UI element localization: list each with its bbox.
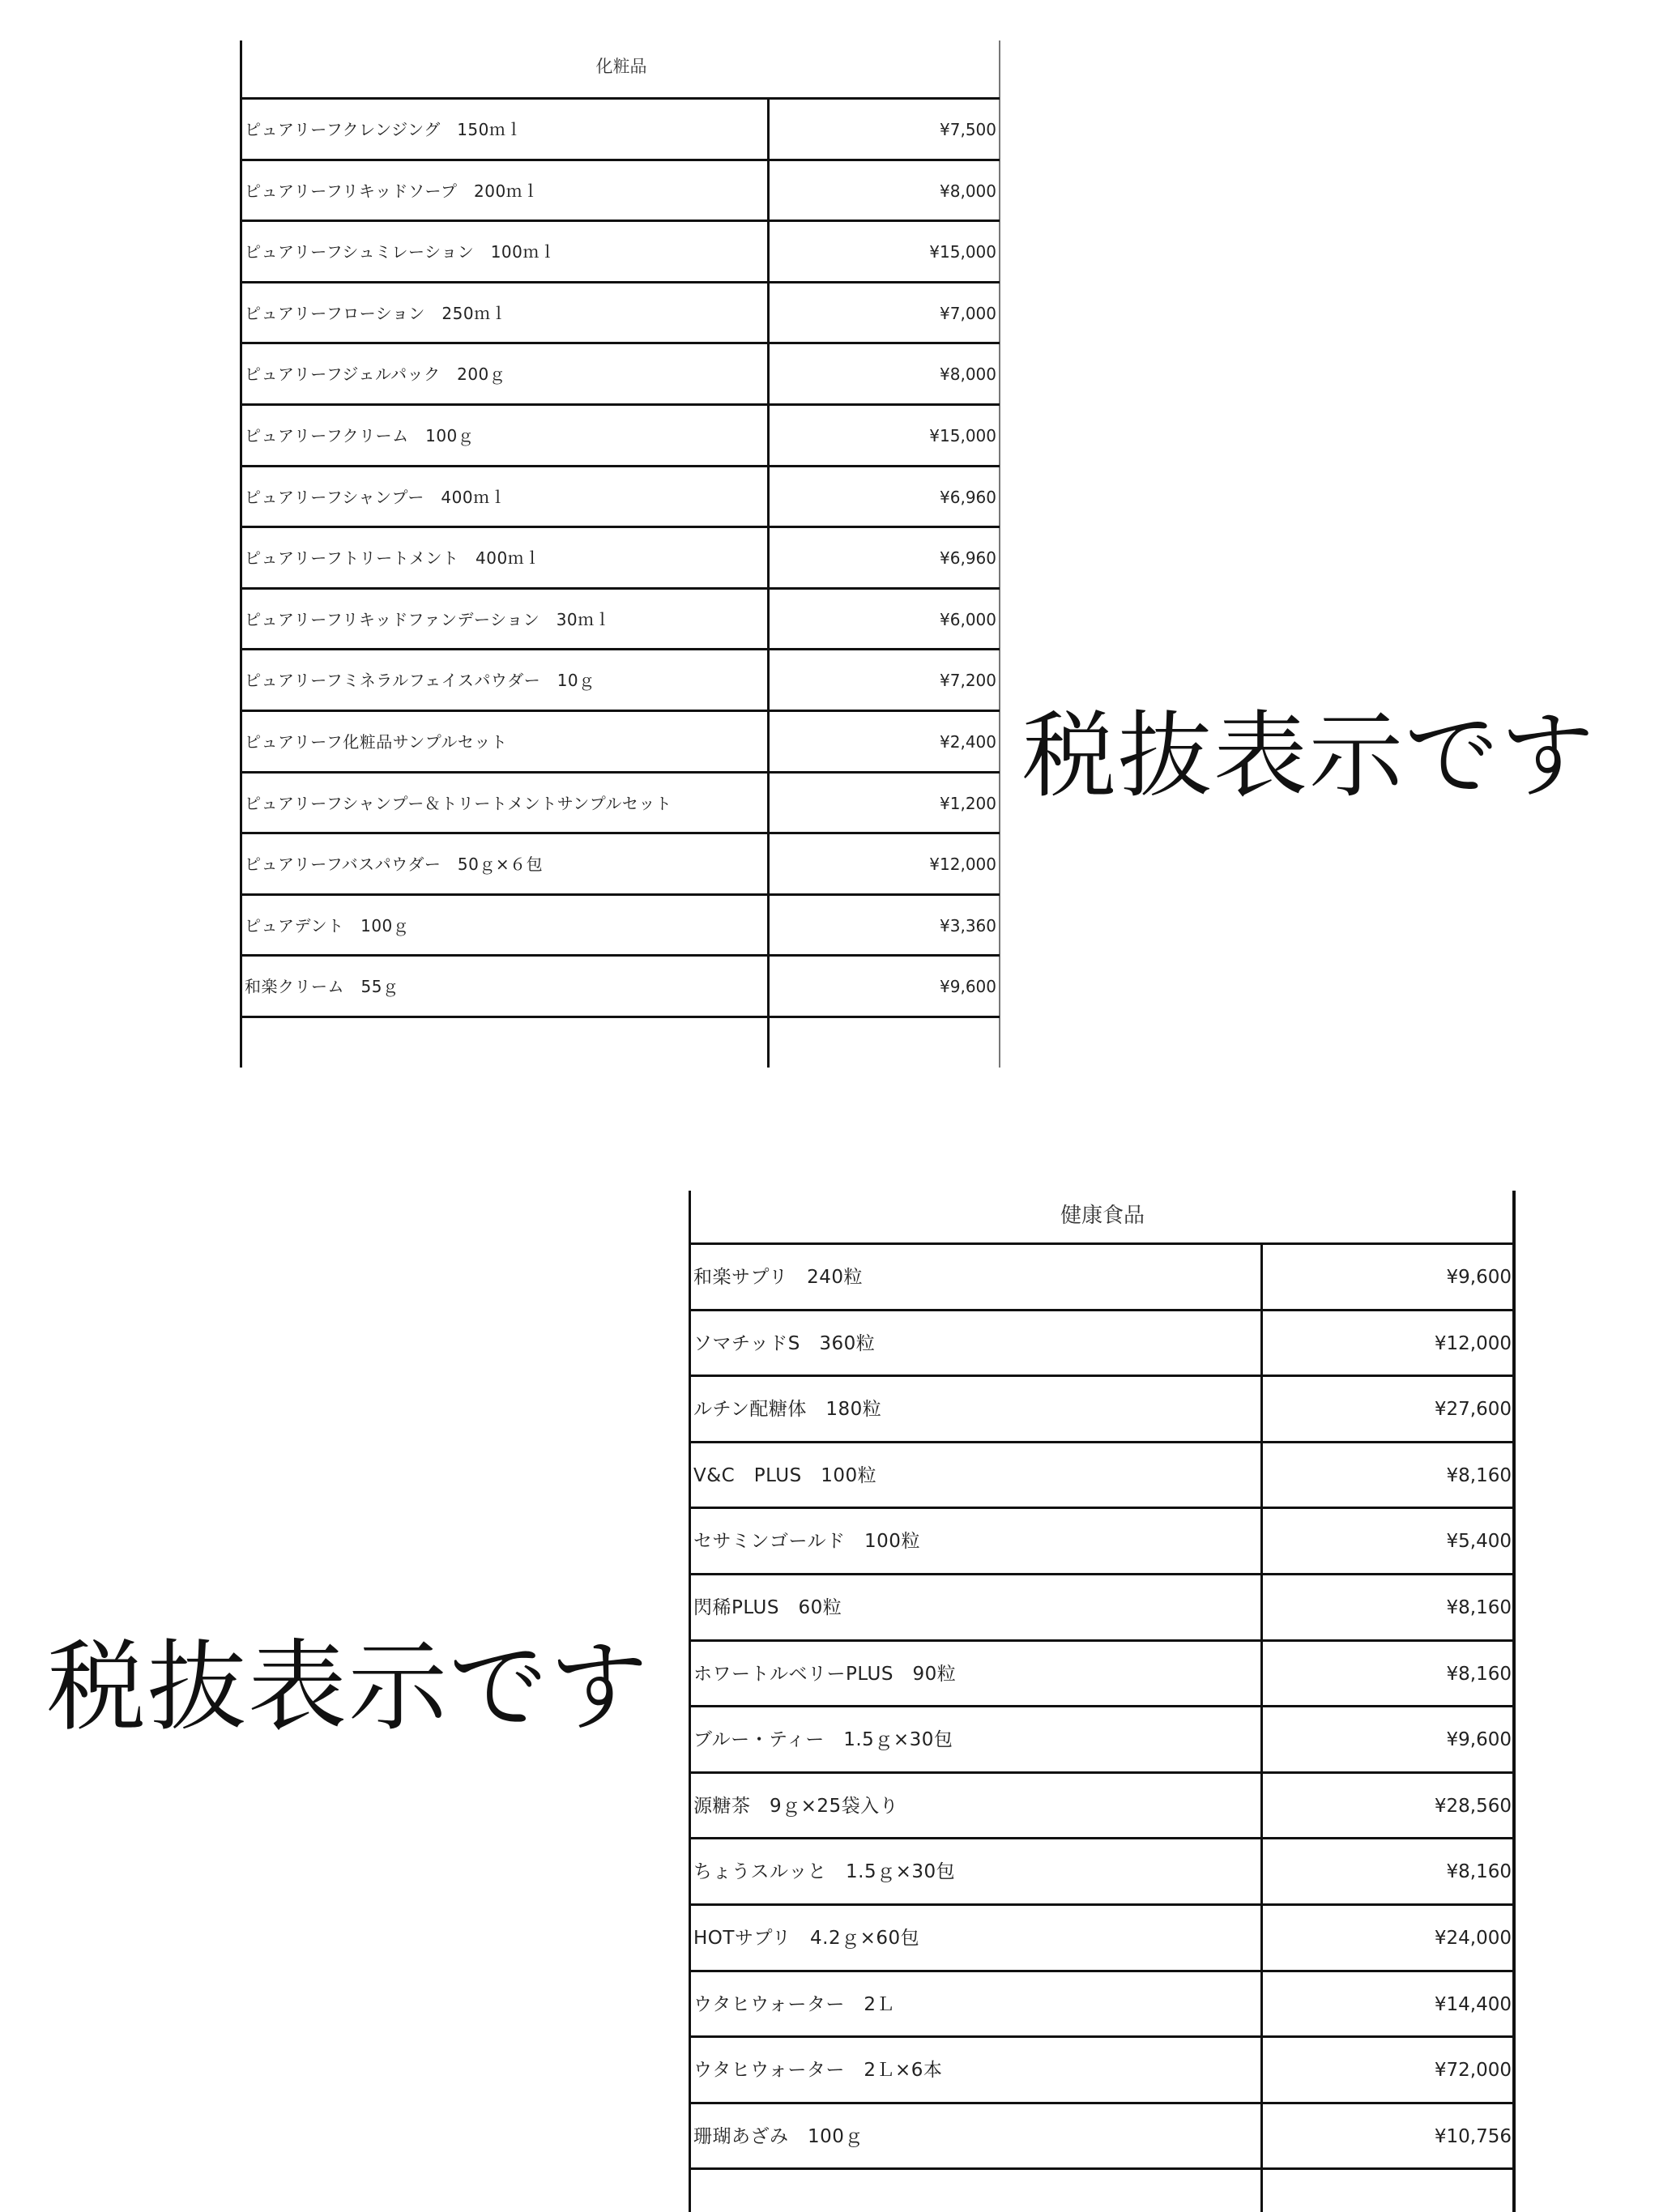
product-price: ¥3,360 bbox=[940, 915, 996, 936]
table-row bbox=[689, 2102, 1515, 2168]
product-name: セサミンゴールド 100粒 bbox=[693, 1531, 920, 1553]
health-foods-price-table bbox=[689, 1191, 1516, 2212]
product-name: ピュアリーフシャンプー＆トリートメントサンプルセット bbox=[245, 793, 672, 813]
product-price: ¥9,600 bbox=[1446, 1729, 1512, 1751]
product-name: ピュアリーフクレンジング 150ｍｌ bbox=[245, 120, 522, 139]
product-price: ¥12,000 bbox=[1434, 1332, 1512, 1354]
table-row bbox=[240, 771, 1000, 833]
product-name: 和楽サプリ 240粒 bbox=[693, 1267, 863, 1288]
product-price: ¥15,000 bbox=[929, 426, 996, 445]
product-price: ¥8,000 bbox=[940, 364, 996, 385]
product-name: ピュアリーフローション 250ｍｌ bbox=[245, 303, 508, 323]
product-price: ¥5,400 bbox=[1446, 1531, 1512, 1553]
table-row bbox=[689, 1441, 1515, 1507]
table-row bbox=[689, 1573, 1515, 1639]
product-name: ウタヒウォーター 2Ｌ bbox=[693, 1993, 895, 2015]
product-price: ¥6,960 bbox=[940, 548, 996, 569]
table-row bbox=[240, 710, 1000, 771]
product-name: 珊瑚あざみ 100ｇ bbox=[693, 2125, 864, 2147]
table-row bbox=[689, 1375, 1515, 1441]
product-name: V&C PLUS 100粒 bbox=[693, 1464, 877, 1486]
product-name: ルチン配糖体 180粒 bbox=[693, 1399, 882, 1421]
table-row bbox=[689, 1705, 1515, 1771]
product-name: ピュアリーフシュミレーション 100ｍｌ bbox=[245, 242, 557, 262]
product-price: ¥7,000 bbox=[940, 303, 996, 323]
product-name: 閃稀PLUS 60粒 bbox=[693, 1597, 842, 1618]
table-row bbox=[240, 219, 1000, 281]
product-name: ブルー・ティー 1.5ｇ×30包 bbox=[693, 1729, 953, 1751]
product-name: ピュアリーフミネラルフェイスパウダー 10ｇ bbox=[245, 671, 595, 691]
table-row bbox=[240, 832, 1000, 893]
table-row bbox=[689, 1903, 1515, 1970]
tax-note-top: 税抜表示です bbox=[1022, 701, 1596, 811]
table-row bbox=[240, 526, 1000, 587]
product-price: ¥6,960 bbox=[940, 487, 996, 507]
table-row bbox=[240, 465, 1000, 526]
cosmetics-price-table bbox=[240, 40, 1003, 1068]
product-name: 和楽クリーム 55ｇ bbox=[245, 977, 399, 997]
table-row bbox=[689, 1309, 1515, 1375]
product-price: ¥28,560 bbox=[1434, 1795, 1512, 1817]
product-name: ピュアデント 100ｇ bbox=[245, 915, 410, 936]
product-price: ¥8,160 bbox=[1446, 1861, 1512, 1883]
table-row-bottom-border bbox=[240, 1016, 1000, 1018]
table-row bbox=[240, 587, 1000, 649]
product-price: ¥6,000 bbox=[940, 609, 996, 629]
table-row bbox=[689, 1639, 1515, 1706]
product-price: ¥9,600 bbox=[940, 977, 996, 997]
product-price: ¥10,756 bbox=[1434, 2125, 1512, 2147]
product-name: ピュアリーフクリーム 100ｇ bbox=[245, 426, 475, 445]
product-name: ピュアリーフシャンプー 400ｍｌ bbox=[245, 487, 507, 507]
product-price: ¥8,160 bbox=[1446, 1464, 1512, 1486]
product-price: ¥8,000 bbox=[940, 181, 996, 201]
product-name: ホワートルベリーPLUS 90粒 bbox=[693, 1663, 957, 1685]
product-name: ウタヒウォーター 2Ｌ×6本 bbox=[693, 2060, 943, 2082]
product-price: ¥8,160 bbox=[1446, 1597, 1512, 1618]
product-name: ピュアリーフバスパウダー 50ｇ×６包 bbox=[245, 855, 544, 875]
table-row bbox=[240, 403, 1000, 465]
product-price: ¥8,160 bbox=[1446, 1663, 1512, 1685]
product-name: ピュアリーフジェルパック 200ｇ bbox=[245, 364, 506, 385]
product-name: ちょうスルッと 1.5ｇ×30包 bbox=[693, 1861, 956, 1883]
table-row bbox=[240, 954, 1000, 1016]
product-name: ピュアリーフ化粧品サンプルセット bbox=[245, 732, 508, 752]
product-name: ピュアリーフリキッドソープ 200ｍｌ bbox=[245, 181, 539, 201]
product-price: ¥12,000 bbox=[929, 855, 996, 875]
product-price: ¥24,000 bbox=[1434, 1928, 1512, 1949]
table-row bbox=[689, 1242, 1515, 1309]
table-row bbox=[689, 2035, 1515, 2102]
table-row-bottom-border bbox=[689, 2167, 1515, 2170]
product-price: ¥1,200 bbox=[940, 793, 996, 813]
table-row bbox=[240, 97, 1000, 159]
product-name: ピュアリーフトリートメント 400ｍｌ bbox=[245, 548, 541, 569]
product-name: ピュアリーフリキッドファンデーション 30ｍｌ bbox=[245, 609, 612, 629]
table-row bbox=[240, 281, 1000, 343]
table-row bbox=[689, 1771, 1515, 1838]
product-name: 源糖茶 9ｇ×25袋入り bbox=[693, 1795, 899, 1817]
health-foods-table-title: 健康食品 bbox=[1060, 1204, 1145, 1228]
product-price: ¥2,400 bbox=[940, 732, 996, 752]
table-row bbox=[689, 1837, 1515, 1903]
table-row bbox=[240, 342, 1000, 403]
cosmetics-table-title: 化粧品 bbox=[595, 57, 647, 76]
tax-note-bottom: 税抜表示です bbox=[47, 1630, 650, 1745]
table-row bbox=[240, 893, 1000, 955]
table-row bbox=[240, 159, 1000, 220]
product-price: ¥7,500 bbox=[940, 120, 996, 139]
product-price: ¥14,400 bbox=[1434, 1993, 1512, 2015]
product-price: ¥9,600 bbox=[1446, 1267, 1512, 1288]
product-name: HOTサプリ 4.2ｇ×60包 bbox=[693, 1928, 920, 1949]
product-price: ¥27,600 bbox=[1434, 1399, 1512, 1421]
product-price: ¥72,000 bbox=[1434, 2060, 1512, 2082]
table-row bbox=[689, 1507, 1515, 1573]
product-price: ¥15,000 bbox=[929, 242, 996, 262]
product-price: ¥7,200 bbox=[940, 671, 996, 691]
product-name: ソマチッドS 360粒 bbox=[693, 1332, 876, 1354]
table-row bbox=[689, 1970, 1515, 2036]
table-row bbox=[240, 648, 1000, 710]
